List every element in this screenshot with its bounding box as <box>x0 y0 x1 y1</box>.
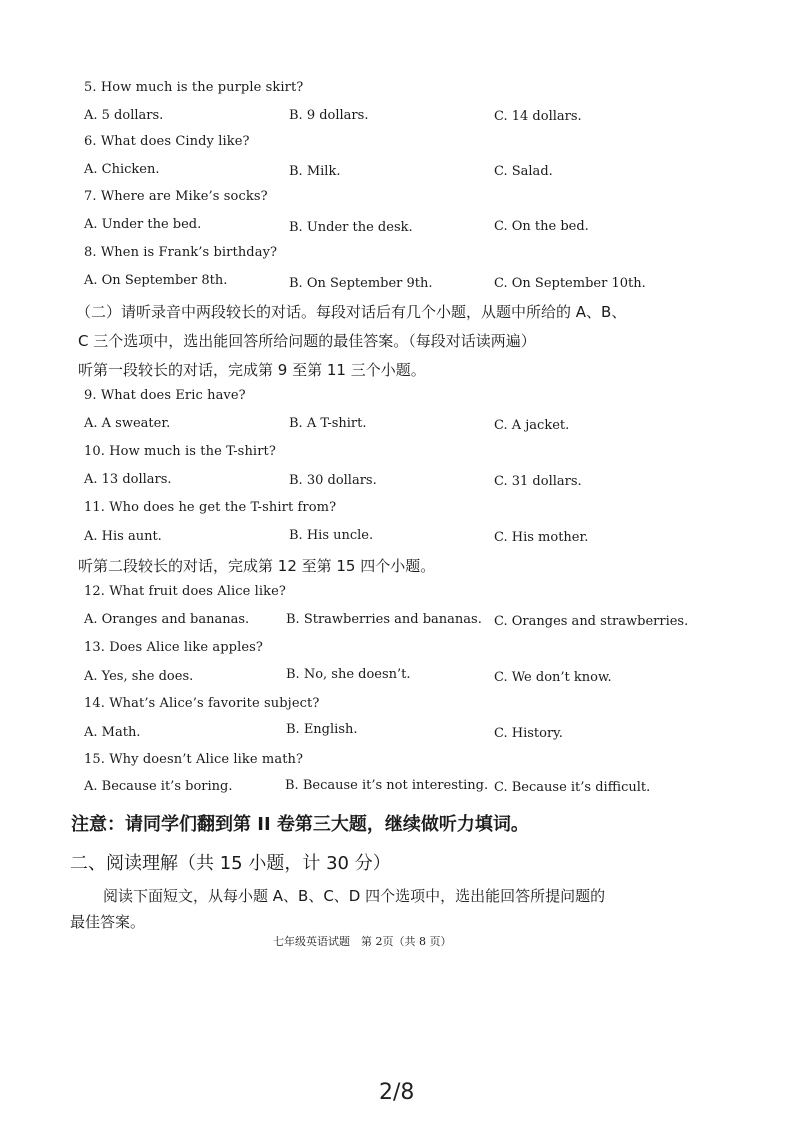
question-15: 15. Why doesn’t Alice like math? <box>84 752 304 767</box>
page-footer: 七年级英语试题 第 2页（共 8 页） <box>273 935 452 948</box>
option-8c: C. On September 10th. <box>494 276 646 291</box>
option-8b: B. On September 9th. <box>289 276 433 291</box>
question-14: 14. What’s Alice’s favorite subject? <box>84 696 320 711</box>
option-13a: A. Yes, she does. <box>84 669 194 684</box>
question-6: 6. What does Cindy like? <box>84 134 250 149</box>
notice: 注意：请同学们翻到第 II 卷第三大题，继续做听力填词。 <box>71 814 529 835</box>
option-12c: C. Oranges and strawberries. <box>494 614 689 629</box>
question-9: 9. What does Eric have? <box>84 388 246 403</box>
reading-instruction-line1: 阅读下面短文，从每小题 A、B、C、D 四个选项中，选出能回答所提问题的 <box>103 887 606 905</box>
option-14a: A. Math. <box>84 725 141 740</box>
option-12b: B. Strawberries and bananas. <box>286 612 482 627</box>
option-6c: C. Salad. <box>494 164 553 179</box>
question-12: 12. What fruit does Alice like? <box>84 584 286 599</box>
question-13: 13. Does Alice like apples? <box>84 640 263 655</box>
option-11a: A. His aunt. <box>84 529 162 544</box>
option-10b: B. 30 dollars. <box>289 473 377 488</box>
option-7b: B. Under the desk. <box>289 220 413 235</box>
question-7: 7. Where are Mike’s socks? <box>84 189 268 204</box>
option-7a: A. Under the bed. <box>84 217 202 232</box>
option-9a: A. A sweater. <box>84 416 171 431</box>
page-indicator: 2/8 <box>379 1080 415 1105</box>
reading-instruction-line2: 最佳答案。 <box>70 913 146 931</box>
option-9b: B. A T-shirt. <box>289 416 367 431</box>
option-13b: B. No, she doesn’t. <box>286 667 411 682</box>
option-10c: C. 31 dollars. <box>494 474 582 489</box>
option-12a: A. Oranges and bananas. <box>84 612 250 627</box>
option-15a: A. Because it’s boring. <box>84 779 233 794</box>
option-10a: A. 13 dollars. <box>84 472 172 487</box>
reading-heading: 二、阅读理解（共 15 小题，计 30 分） <box>70 853 391 874</box>
option-14c: C. History. <box>494 726 563 741</box>
option-9c: C. A jacket. <box>494 418 570 433</box>
option-7c: C. On the bed. <box>494 219 589 234</box>
section2-instruction-line1: （二）请听录音中两段较长的对话。每段对话后有几个小题，从题中所给的 A、B、 <box>76 303 627 321</box>
option-11b: B. His uncle. <box>289 528 374 543</box>
section2-instruction-line2: C 三个选项中，选出能回答所给问题的最佳答案。（每段对话读两遍） <box>78 332 536 350</box>
question-11: 11. Who does he get the T-shirt from? <box>84 500 337 515</box>
option-15b: B. Because it’s not interesting. <box>285 778 489 793</box>
dialogue2-intro: 听第二段较长的对话，完成第 12 至第 15 四个小题。 <box>78 557 436 575</box>
option-11c: C. His mother. <box>494 530 589 545</box>
option-15c: C. Because it’s difficult. <box>494 780 651 795</box>
question-10: 10. How much is the T-shirt? <box>84 444 276 459</box>
option-13c: C. We don’t know. <box>494 670 612 685</box>
question-5: 5. How much is the purple skirt? <box>84 80 304 95</box>
option-5a: A. 5 dollars. <box>84 108 164 123</box>
option-6a: A. Chicken. <box>84 162 160 177</box>
option-8a: A. On September 8th. <box>84 273 228 288</box>
dialogue1-intro: 听第一段较长的对话，完成第 9 至第 11 三个小题。 <box>78 361 426 379</box>
option-5b: B. 9 dollars. <box>289 108 369 123</box>
option-14b: B. English. <box>286 722 358 737</box>
question-8: 8. When is Frank’s birthday? <box>84 245 278 260</box>
option-6b: B. Milk. <box>289 164 341 179</box>
option-5c: C. 14 dollars. <box>494 109 582 124</box>
